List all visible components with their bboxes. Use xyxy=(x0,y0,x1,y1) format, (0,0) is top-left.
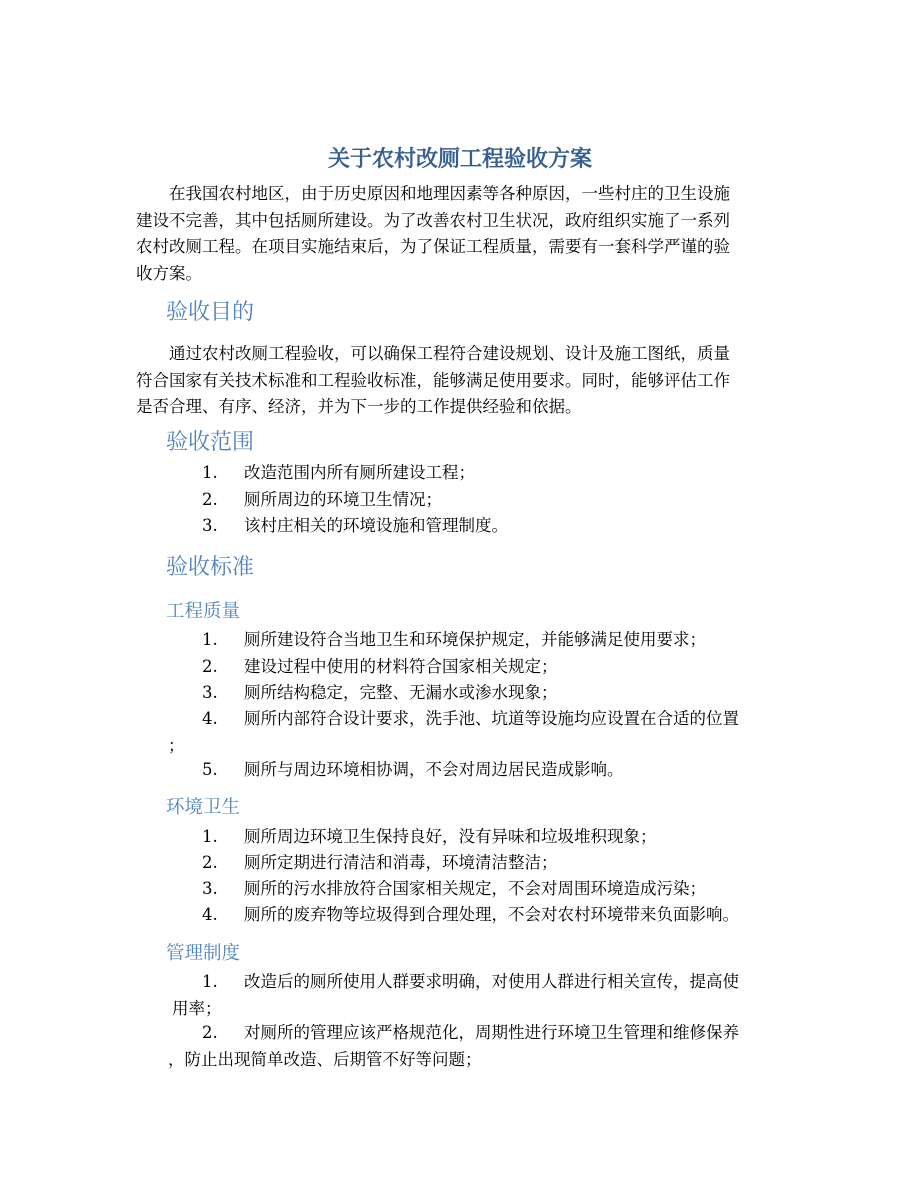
list-text: 厕所周边环境卫生保持良好，没有异味和垃圾堆积现象； xyxy=(244,827,657,846)
list-number: 2. xyxy=(202,657,218,676)
purpose-paragraph xyxy=(136,341,786,421)
heading-management: 管理制度 xyxy=(166,943,241,964)
list-number: 3. xyxy=(202,879,218,898)
list-text: 厕所定期进行清洁和消毒，环境清洁整洁； xyxy=(244,853,558,872)
list-text: 厕所与周边环境相协调，不会对周边居民造成影响。 xyxy=(244,760,624,779)
list-item xyxy=(166,487,786,514)
list-item xyxy=(166,824,786,851)
intro-line: 收方案。 xyxy=(136,263,202,283)
list-item xyxy=(166,680,786,707)
list-item xyxy=(166,876,786,903)
purpose-line: 通过农村改厕工程验收，可以确保工程符合建设规划、设计及施工图纸，质量 xyxy=(169,344,730,363)
list-item xyxy=(166,969,786,1022)
list-number: 1. xyxy=(202,827,218,846)
list-item xyxy=(166,757,786,784)
list-number: 4. xyxy=(202,709,218,728)
heading-standards: 验收标准 xyxy=(166,555,255,580)
document-title: 关于农村改厕工程验收方案 xyxy=(327,146,592,172)
list-text: 建设过程中使用的材料符合国家相关规定； xyxy=(244,657,558,676)
list-item xyxy=(166,1020,786,1073)
list-text: 厕所结构稳定，完整、无漏水或渗水现象； xyxy=(244,683,558,702)
list-item xyxy=(166,902,786,929)
list-number: 1. xyxy=(202,630,218,649)
list-text: 改造范围内所有厕所建设工程； xyxy=(244,463,475,482)
list-number: 3. xyxy=(202,683,218,702)
purpose-line: 是否合理、有序、经济，并为下一步的工作提供经验和依据。 xyxy=(136,397,582,416)
list-item xyxy=(166,460,786,487)
list-text: 厕所建设符合当地卫生和环境保护规定，并能够满足使用要求； xyxy=(244,630,706,649)
list-item xyxy=(166,513,786,540)
list-number: 5. xyxy=(202,760,218,779)
list-number: 1. xyxy=(202,463,218,482)
list-number: 1. xyxy=(202,972,218,991)
heading-hygiene: 环境卫生 xyxy=(166,797,241,818)
heading-purpose: 验收目的 xyxy=(166,300,255,325)
list-text-continuation: ； xyxy=(168,735,185,755)
intro-line: 在我国农村地区，由于历史原因和地理因素等各种原因，一些村庄的卫生设施 xyxy=(169,184,730,203)
intro-line: 农村改厕工程。在项目实施结束后，为了保证工程质量，需要有一套科学严谨的验 xyxy=(136,237,730,256)
list-number: 2. xyxy=(202,490,218,509)
list-text: 改造后的厕所使用人群要求明确，对使用人群进行相关宣传，提高使 xyxy=(244,972,739,991)
list-text: 该村庄相关的环境设施和管理制度。 xyxy=(244,516,508,535)
intro-line: 建设不完善，其中包括厕所建设。为了改善农村卫生状况，政府组织实施了一系列 xyxy=(136,210,730,230)
list-text: 厕所内部符合设计要求，洗手池、坑道等设施均应设置在合适的位置 xyxy=(244,709,739,728)
list-item xyxy=(166,627,786,654)
list-number: 2. xyxy=(202,853,218,872)
list-number: 4. xyxy=(202,905,218,924)
heading-scope: 验收范围 xyxy=(166,430,255,455)
list-text: 对厕所的管理应该严格规范化，周期性进行环境卫生管理和维修保养 xyxy=(244,1023,739,1042)
list-number: 2. xyxy=(202,1023,218,1042)
heading-quality: 工程质量 xyxy=(166,601,241,622)
list-text-continuation: ，防止出现简单改造、后期管不好等问题； xyxy=(168,1049,482,1069)
list-number: 3. xyxy=(202,516,218,535)
list-item xyxy=(166,850,786,877)
list-text-continuation: 用率； xyxy=(172,998,222,1018)
list-item xyxy=(166,654,786,681)
list-text: 厕所的污水排放符合国家相关规定，不会对周围环境造成污染； xyxy=(244,879,706,898)
purpose-line: 符合国家有关技术标准和工程验收标准，能够满足使用要求。同时，能够评估工作 xyxy=(136,370,730,390)
list-item xyxy=(166,706,786,759)
list-text: 厕所周边的环境卫生情况； xyxy=(244,490,442,509)
intro-paragraph xyxy=(136,181,786,287)
list-text: 厕所的废弃物等垃圾得到合理处理，不会对农村环境带来负面影响。 xyxy=(244,905,739,924)
